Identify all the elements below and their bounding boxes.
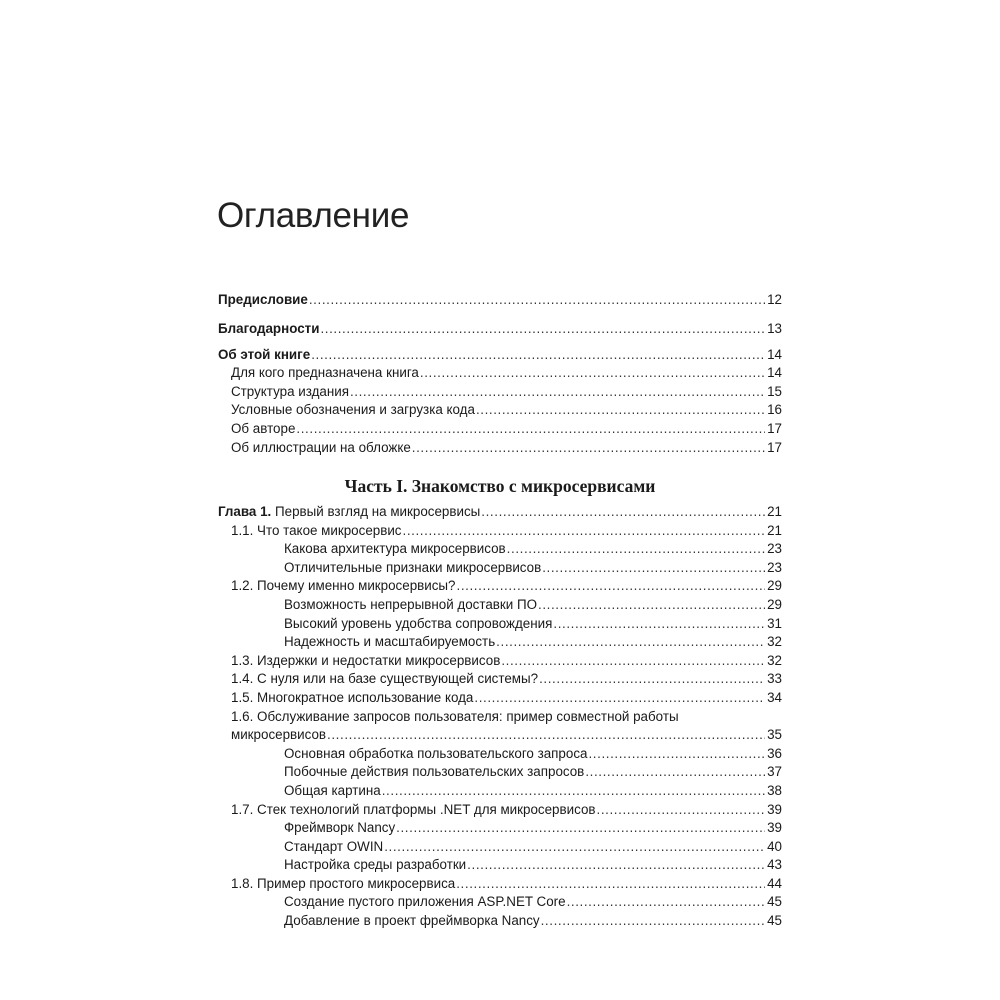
dot-leader <box>403 522 766 541</box>
toc-entry[interactable] <box>218 652 782 671</box>
dot-leader <box>474 689 765 708</box>
dot-leader <box>542 559 765 578</box>
entry-title: Возможность непрерывной доставки ПО <box>284 596 538 612</box>
dot-leader <box>539 670 765 689</box>
entry-title: Об иллюстрации на обложке <box>231 439 411 455</box>
dot-leader <box>309 291 765 310</box>
page-number: 34 <box>767 689 782 705</box>
page-number: 35 <box>767 727 782 743</box>
entry-title: Структура издания <box>231 383 349 399</box>
dot-leader <box>553 615 765 634</box>
entry-title: Фреймворк Nancy <box>284 820 396 836</box>
page-number: 29 <box>767 596 782 612</box>
entry-title: Отличительные признаки микросервисов <box>284 559 542 575</box>
dot-leader <box>456 875 765 894</box>
page-title: Оглавление <box>217 196 410 235</box>
toc-entry[interactable] <box>218 291 782 310</box>
dot-leader <box>296 420 765 439</box>
toc-entry[interactable] <box>218 875 782 894</box>
page-number: 39 <box>767 820 782 836</box>
toc-entry[interactable] <box>218 670 782 689</box>
page-number: 21 <box>767 504 782 519</box>
page-number: 37 <box>767 764 782 780</box>
toc-entry[interactable] <box>218 782 782 801</box>
entry-title: Для кого предназначена книга <box>231 365 419 381</box>
entry-title: Настройка среды разработки <box>284 857 467 873</box>
entry-title: Об этой книге <box>218 346 311 362</box>
toc-entry[interactable] <box>218 745 782 764</box>
page-number: 29 <box>767 578 782 594</box>
toc-entry[interactable] <box>218 320 782 339</box>
dot-leader <box>384 838 765 857</box>
toc-entry[interactable] <box>218 726 782 745</box>
entry-title: Об авторе <box>231 421 296 437</box>
page-number: 12 <box>767 292 782 307</box>
dot-leader <box>420 364 765 383</box>
toc-entry[interactable] <box>218 596 782 615</box>
entry-title: 1.8. Пример простого микросервиса <box>231 875 456 891</box>
dot-leader <box>541 912 765 931</box>
page-number: 17 <box>767 439 782 455</box>
dot-leader <box>501 652 765 671</box>
toc-entry[interactable] <box>218 763 782 782</box>
dot-leader <box>311 346 765 365</box>
entry-title: 1.7. Стек технологий платформы .NET для микросервисов <box>231 801 596 817</box>
page-number: 36 <box>767 745 782 761</box>
page-number: 44 <box>767 875 782 891</box>
page-number: 23 <box>767 541 782 557</box>
page-number: 32 <box>767 652 782 668</box>
toc-entry-line[interactable] <box>218 708 782 727</box>
entry-title: 1.4. С нуля или на базе существующей системы? <box>231 671 539 687</box>
dot-leader <box>327 726 765 745</box>
page-number: 40 <box>767 838 782 854</box>
dot-leader <box>350 383 765 402</box>
dot-leader <box>396 819 765 838</box>
toc-entry[interactable] <box>218 346 782 365</box>
entry-title: Создание пустого приложения ASP.NET Core <box>284 894 566 910</box>
entry-title: 1.3. Издержки и недостатки микросервисов <box>231 652 501 668</box>
dot-leader <box>538 596 765 615</box>
page-number: 31 <box>767 615 782 631</box>
page-number: 16 <box>767 402 782 418</box>
page-number: 14 <box>767 365 782 381</box>
toc-entry[interactable] <box>218 912 782 931</box>
entry-title: 1.5. Многократное использование кода <box>231 689 474 705</box>
page-number: 45 <box>767 913 782 929</box>
toc-entry[interactable] <box>218 689 782 708</box>
entry-title: Предисловие <box>218 292 308 307</box>
page-number: 33 <box>767 671 782 687</box>
toc-entry[interactable] <box>218 420 782 439</box>
entry-title: Побочные действия пользовательских запросов <box>284 764 585 780</box>
toc-entry-chapter[interactable] <box>218 503 782 522</box>
page-number: 32 <box>767 634 782 650</box>
page-number: 39 <box>767 801 782 817</box>
entry-title: Условные обозначения и загрузка кода <box>231 402 475 418</box>
page-number: 15 <box>767 383 782 399</box>
dot-leader <box>382 782 765 801</box>
page-number: 45 <box>767 894 782 910</box>
entry-title: 1.6. Обслуживание запросов пользователя: пример совместной работы <box>231 708 679 724</box>
toc-entry[interactable] <box>218 856 782 875</box>
entry-title: микросервисов <box>231 727 327 743</box>
toc-entry[interactable] <box>218 801 782 820</box>
page-number: 38 <box>767 782 782 798</box>
dot-leader <box>567 893 766 912</box>
entry-title: Надежность и масштабируемость <box>284 634 496 650</box>
entry-title: Какова архитектура микросервисов <box>284 541 506 557</box>
page-number: 17 <box>767 421 782 437</box>
dot-leader <box>496 633 765 652</box>
dot-leader <box>481 503 765 522</box>
entry-title: Добавление в проект фреймворка Nancy <box>284 913 540 929</box>
dot-leader <box>320 320 765 339</box>
toc-entry[interactable] <box>218 383 782 402</box>
dot-leader <box>412 439 765 458</box>
page-number: 14 <box>767 346 782 362</box>
dot-leader <box>476 401 765 420</box>
dot-leader <box>457 577 766 596</box>
page-number: 23 <box>767 559 782 575</box>
dot-leader <box>585 763 765 782</box>
toc-entry[interactable] <box>218 577 782 596</box>
entry-title: Общая картина <box>284 782 381 798</box>
dot-leader <box>588 745 765 764</box>
dot-leader <box>507 540 765 559</box>
entry-title: Основная обработка пользовательского запроса <box>284 745 588 761</box>
page-number: 21 <box>767 522 782 538</box>
toc-front-matter <box>218 291 782 457</box>
entry-title: Высокий уровень удобства сопровождения <box>284 615 553 631</box>
dot-leader <box>467 856 765 875</box>
toc-entry[interactable] <box>218 819 782 838</box>
toc-entry[interactable] <box>218 401 782 420</box>
page-number: 43 <box>767 857 782 873</box>
entry-title: 1.1. Что такое микросервис <box>231 522 402 538</box>
toc-entry[interactable] <box>218 615 782 634</box>
chapter-title: Первый взгляд на микросервисы <box>275 504 481 519</box>
toc-entry[interactable] <box>218 838 782 857</box>
page-number: 13 <box>767 320 782 336</box>
toc-entry[interactable] <box>218 633 782 652</box>
toc-entry[interactable] <box>218 540 782 559</box>
toc-entry[interactable] <box>218 364 782 383</box>
toc-entry[interactable] <box>218 439 782 458</box>
entry-title: Благодарности <box>218 320 320 336</box>
entry-title: 1.2. Почему именно микросервисы? <box>231 578 456 594</box>
toc-entry[interactable] <box>218 522 782 541</box>
chapter-prefix: Глава 1. <box>218 504 272 519</box>
toc-entry[interactable] <box>218 893 782 912</box>
part-heading: Часть I. Знакомство с микросервисами <box>344 476 656 496</box>
toc-entry[interactable] <box>218 559 782 578</box>
dot-leader <box>597 801 766 820</box>
toc-chapter-1 <box>218 503 782 931</box>
entry-title: Стандарт OWIN <box>284 838 384 854</box>
